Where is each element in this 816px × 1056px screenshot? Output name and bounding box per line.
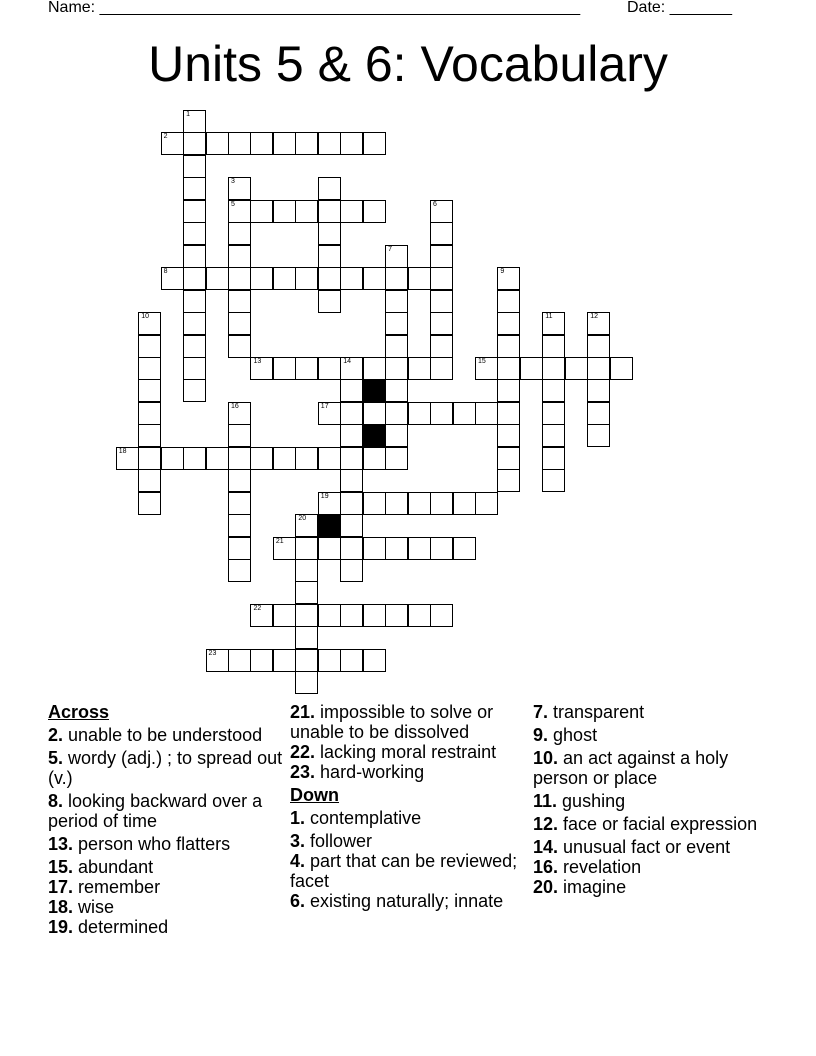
- crossword-cell[interactable]: [228, 290, 251, 313]
- crossword-cell[interactable]: [542, 402, 565, 425]
- crossword-cell[interactable]: [273, 132, 296, 155]
- clue-number: 13: [253, 357, 262, 365]
- crossword-cell[interactable]: [273, 537, 296, 560]
- crossword-cell[interactable]: [430, 537, 453, 560]
- crossword-cell[interactable]: [340, 514, 363, 537]
- crossword-cell[interactable]: [138, 357, 161, 380]
- crossword-cell[interactable]: [497, 290, 520, 313]
- crossword-cell[interactable]: [295, 581, 318, 604]
- clue-down-20: 20. imagine: [533, 877, 627, 897]
- crossword-cell[interactable]: [206, 447, 229, 470]
- crossword-cell[interactable]: [363, 357, 386, 380]
- crossword-cell[interactable]: [587, 379, 610, 402]
- crossword-cell[interactable]: [385, 492, 408, 515]
- clue-across-21: 21. impossible to solve or unable to be dissolved: [290, 702, 494, 742]
- crossword-cell[interactable]: [250, 132, 273, 155]
- crossword-cell[interactable]: [542, 357, 565, 380]
- crossword-cell[interactable]: [183, 267, 206, 290]
- crossword-cell[interactable]: [318, 402, 341, 425]
- crossword-cell[interactable]: [318, 245, 341, 268]
- crossword-cell[interactable]: [318, 222, 341, 245]
- clue-column-3: [533, 702, 773, 900]
- crossword-cell[interactable]: [138, 312, 161, 335]
- crossword-cell[interactable]: [318, 290, 341, 313]
- crossword-cell[interactable]: [587, 357, 610, 380]
- crossword-cell[interactable]: [363, 132, 386, 155]
- crossword-cell[interactable]: [295, 604, 318, 627]
- crossword-cell[interactable]: [295, 671, 318, 694]
- crossword-cell[interactable]: [340, 267, 363, 290]
- crossword-cell[interactable]: [228, 424, 251, 447]
- name-line: Name: ______________________________________________________: [48, 0, 581, 16]
- crossword-cell[interactable]: [385, 537, 408, 560]
- clue-number: 9: [500, 268, 505, 276]
- clue-down-1: 1. contemplative: [290, 808, 422, 828]
- crossword-cell[interactable]: [228, 537, 251, 560]
- clue-number: 18: [118, 447, 127, 455]
- crossword-cell[interactable]: [228, 492, 251, 515]
- crossword-cell[interactable]: [206, 267, 229, 290]
- crossword-cell[interactable]: [228, 335, 251, 358]
- crossword-cell[interactable]: [183, 312, 206, 335]
- crossword-cell[interactable]: [228, 447, 251, 470]
- clue-number: 20: [298, 515, 307, 523]
- crossword-cell[interactable]: [340, 200, 363, 223]
- crossword-cell[interactable]: [363, 267, 386, 290]
- crossword-cell[interactable]: [340, 357, 363, 380]
- clue-number: 11: [545, 313, 553, 321]
- clue-across-13: 13. person who flatters: [48, 834, 231, 854]
- crossword-cell[interactable]: [295, 537, 318, 560]
- crossword-cell[interactable]: [363, 604, 386, 627]
- crossword-cell[interactable]: [430, 200, 453, 223]
- crossword-cell[interactable]: [497, 357, 520, 380]
- crossword-cell[interactable]: [183, 335, 206, 358]
- crossword-cell[interactable]: [542, 469, 565, 492]
- crossword-cell[interactable]: [408, 537, 431, 560]
- crossword-cell[interactable]: [228, 245, 251, 268]
- clue-number: 6: [433, 200, 437, 208]
- crossword-cell[interactable]: [385, 424, 408, 447]
- crossword-cell[interactable]: [138, 335, 161, 358]
- crossword-cell[interactable]: [385, 290, 408, 313]
- crossword-cell[interactable]: [250, 447, 273, 470]
- crossword-cell[interactable]: [295, 200, 318, 223]
- crossword-cell[interactable]: [385, 604, 408, 627]
- crossword-cell[interactable]: [318, 537, 341, 560]
- clue-across-2: 2. unable to be understood: [48, 725, 263, 745]
- crossword-cell[interactable]: [228, 267, 251, 290]
- crossword-cell[interactable]: [340, 604, 363, 627]
- worksheet-title: Units 5 & 6: Vocabulary: [148, 36, 668, 92]
- across-heading: Across: [48, 702, 110, 722]
- clue-down-14: 14. unusual fact or event: [533, 837, 731, 857]
- crossword-cell[interactable]: [183, 177, 206, 200]
- crossword-cell[interactable]: [183, 110, 206, 133]
- crossword-cell[interactable]: [318, 604, 341, 627]
- crossword-cell[interactable]: [228, 222, 251, 245]
- clue-across-18: 18. wise: [48, 897, 115, 917]
- clue-number: 23: [208, 649, 217, 657]
- clue-number: 14: [343, 357, 352, 365]
- crossword-cell[interactable]: [116, 447, 139, 470]
- clue-number: 7: [388, 245, 393, 253]
- crossword-cell[interactable]: [610, 357, 633, 380]
- clue-down-7: 7. transparent: [533, 702, 645, 722]
- crossword-cell[interactable]: [497, 447, 520, 470]
- crossword-cell[interactable]: [318, 649, 341, 672]
- clue-across-15: 15. abundant: [48, 857, 154, 877]
- crossword-cell[interactable]: [161, 447, 184, 470]
- crossword-cell[interactable]: [363, 649, 386, 672]
- clue-number: 5: [231, 200, 235, 208]
- crossword-cell[interactable]: [340, 424, 363, 447]
- crossword-cell[interactable]: [408, 604, 431, 627]
- crossword-cell[interactable]: [250, 267, 273, 290]
- crossword-cell[interactable]: [273, 200, 296, 223]
- crossword-cell[interactable]: [138, 424, 161, 447]
- crossword-cell[interactable]: [587, 402, 610, 425]
- crossword-cell[interactable]: [340, 132, 363, 155]
- clue-down-3: 3. follower: [290, 831, 373, 851]
- crossword-cell[interactable]: [161, 132, 184, 155]
- clue-across-19: 19. determined: [48, 917, 169, 937]
- crossword-cell[interactable]: [453, 402, 476, 425]
- crossword-cell[interactable]: [183, 379, 206, 402]
- crossword-cell[interactable]: [273, 649, 296, 672]
- crossword-black-cell: [363, 424, 386, 447]
- crossword-cell[interactable]: [183, 132, 206, 155]
- crossword-cell[interactable]: [385, 379, 408, 402]
- clue-down-4: 4. part that can be reviewed; facet: [290, 851, 518, 891]
- clue-number: 12: [590, 313, 598, 321]
- crossword-cell[interactable]: [363, 537, 386, 560]
- crossword-cell[interactable]: [430, 290, 453, 313]
- crossword-cell[interactable]: [497, 379, 520, 402]
- crossword-cell[interactable]: [408, 402, 431, 425]
- crossword-cell[interactable]: [138, 379, 161, 402]
- crossword-cell[interactable]: [295, 357, 318, 380]
- crossword-cell[interactable]: [318, 177, 341, 200]
- crossword-cell[interactable]: [385, 245, 408, 268]
- crossword-cell[interactable]: [385, 402, 408, 425]
- clue-number: 21: [275, 537, 284, 545]
- crossword-cell[interactable]: [228, 132, 251, 155]
- crossword-cell[interactable]: [497, 267, 520, 290]
- crossword-cell[interactable]: [542, 447, 565, 470]
- clue-down-6: 6. existing naturally; innate: [290, 891, 504, 911]
- crossword-cell[interactable]: [520, 357, 543, 380]
- crossword-cell[interactable]: [273, 357, 296, 380]
- crossword-black-cell: [318, 514, 341, 537]
- clue-down-10: 10. an act against a holy person or place: [533, 748, 729, 788]
- crossword-cell[interactable]: [318, 132, 341, 155]
- crossword-cell[interactable]: [363, 492, 386, 515]
- crossword-cell[interactable]: [138, 402, 161, 425]
- crossword-cell[interactable]: [542, 379, 565, 402]
- crossword-cell[interactable]: [273, 604, 296, 627]
- crossword-cell[interactable]: [250, 604, 273, 627]
- crossword-cell[interactable]: [497, 312, 520, 335]
- crossword-cell[interactable]: [363, 447, 386, 470]
- crossword-cell[interactable]: [475, 492, 498, 515]
- clue-column-1: [48, 702, 288, 940]
- crossword-cell[interactable]: [295, 649, 318, 672]
- crossword-cell[interactable]: [542, 312, 565, 335]
- crossword-cell[interactable]: [340, 559, 363, 582]
- crossword-cell[interactable]: [430, 357, 453, 380]
- crossword-cell[interactable]: [385, 357, 408, 380]
- clue-number: 15: [477, 357, 486, 365]
- clue-number: 17: [320, 402, 329, 410]
- crossword-cell[interactable]: [430, 492, 453, 515]
- crossword-cell[interactable]: [273, 267, 296, 290]
- crossword-cell[interactable]: [318, 492, 341, 515]
- crossword-cell[interactable]: [430, 604, 453, 627]
- crossword-cell[interactable]: [228, 649, 251, 672]
- crossword-cell[interactable]: [138, 447, 161, 470]
- crossword-cell[interactable]: [385, 335, 408, 358]
- clue-number: 3: [231, 178, 235, 186]
- crossword-cell[interactable]: [385, 267, 408, 290]
- crossword-cell[interactable]: [587, 312, 610, 335]
- crossword-cell[interactable]: [340, 649, 363, 672]
- crossword-cell[interactable]: [228, 469, 251, 492]
- crossword-cell[interactable]: [273, 447, 296, 470]
- crossword-cell[interactable]: [542, 424, 565, 447]
- crossword-cell[interactable]: [228, 514, 251, 537]
- crossword-cell[interactable]: [408, 267, 431, 290]
- crossword-cell[interactable]: [318, 357, 341, 380]
- clue-number: 19: [320, 492, 329, 500]
- crossword-cell[interactable]: [385, 312, 408, 335]
- crossword-cell[interactable]: [408, 492, 431, 515]
- clue-across-22: 22. lacking moral restraint: [290, 742, 497, 762]
- crossword-cell[interactable]: [430, 402, 453, 425]
- clue-column-2: [290, 702, 530, 914]
- crossword-cell[interactable]: [250, 357, 273, 380]
- crossword-cell[interactable]: [340, 537, 363, 560]
- down-heading: Down: [290, 785, 339, 805]
- crossword-cell[interactable]: [587, 424, 610, 447]
- crossword-cell[interactable]: [340, 379, 363, 402]
- crossword-cell[interactable]: [228, 312, 251, 335]
- crossword-cell[interactable]: [295, 267, 318, 290]
- crossword-cell[interactable]: [295, 559, 318, 582]
- crossword-cell[interactable]: [587, 335, 610, 358]
- crossword-cell[interactable]: [430, 335, 453, 358]
- clue-number: 1: [186, 111, 190, 118]
- crossword-cell[interactable]: [340, 402, 363, 425]
- crossword-cell[interactable]: [295, 447, 318, 470]
- crossword-cell[interactable]: [408, 357, 431, 380]
- crossword-cell[interactable]: [250, 649, 273, 672]
- crossword-cell[interactable]: [161, 267, 184, 290]
- clue-down-11: 11. gushing: [533, 791, 626, 811]
- crossword-cell[interactable]: [340, 492, 363, 515]
- crossword-cell[interactable]: [363, 402, 386, 425]
- clue-across-23: 23. hard-working: [290, 762, 425, 782]
- crossword-cell[interactable]: [183, 200, 206, 223]
- clue-number: 2: [163, 133, 168, 141]
- crossword-cell[interactable]: [430, 267, 453, 290]
- crossword-cell[interactable]: [497, 469, 520, 492]
- clue-across-5: 5. wordy (adj.) ; to spread out (v.): [48, 748, 283, 788]
- crossword-cell[interactable]: [475, 357, 498, 380]
- clue-down-12: 12. face or facial expression: [533, 814, 758, 834]
- crossword-cell[interactable]: [340, 469, 363, 492]
- crossword-cell[interactable]: [183, 222, 206, 245]
- crossword-cell[interactable]: [138, 469, 161, 492]
- clue-number: 8: [163, 268, 168, 276]
- crossword-cell[interactable]: [453, 492, 476, 515]
- crossword-cell[interactable]: [340, 447, 363, 470]
- clue-number: 10: [141, 313, 149, 321]
- crossword-cell[interactable]: [385, 447, 408, 470]
- crossword-cell[interactable]: [295, 132, 318, 155]
- crossword-cell[interactable]: [228, 559, 251, 582]
- crossword-cell[interactable]: [183, 447, 206, 470]
- crossword-cell[interactable]: [497, 335, 520, 358]
- crossword-cell[interactable]: [250, 200, 273, 223]
- clue-down-16: 16. revelation: [533, 857, 642, 877]
- crossword-cell[interactable]: [430, 222, 453, 245]
- crossword-black-cell: [363, 379, 386, 402]
- crossword-cell[interactable]: [318, 267, 341, 290]
- crossword-cell[interactable]: [228, 177, 251, 200]
- crossword-cell[interactable]: [430, 245, 453, 268]
- crossword-cell[interactable]: [228, 200, 251, 223]
- crossword-cell[interactable]: [318, 200, 341, 223]
- crossword-cell[interactable]: [183, 357, 206, 380]
- crossword-cell[interactable]: [183, 155, 206, 178]
- crossword-cell[interactable]: [295, 626, 318, 649]
- crossword-cell[interactable]: [453, 537, 476, 560]
- clue-across-8: 8. looking backward over a period of time: [48, 791, 263, 831]
- clue-down-9: 9. ghost: [533, 725, 598, 745]
- crossword-cell[interactable]: [318, 447, 341, 470]
- crossword-cell[interactable]: [430, 312, 453, 335]
- clue-number: 22: [253, 604, 262, 612]
- crossword-cell[interactable]: [295, 514, 318, 537]
- clue-across-17: 17. remember: [48, 877, 161, 897]
- crossword-cell[interactable]: [363, 200, 386, 223]
- crossword-cell[interactable]: [206, 649, 229, 672]
- crossword-cell[interactable]: [565, 357, 588, 380]
- crossword-cell[interactable]: [475, 402, 498, 425]
- date-line: Date: _______: [627, 0, 732, 16]
- clue-number: 16: [231, 402, 239, 410]
- crossword-cell[interactable]: [206, 132, 229, 155]
- crossword-cell[interactable]: [542, 335, 565, 358]
- crossword-cell[interactable]: [497, 402, 520, 425]
- crossword-cell[interactable]: [228, 402, 251, 425]
- crossword-cell[interactable]: [183, 290, 206, 313]
- crossword-cell[interactable]: [183, 245, 206, 268]
- crossword-cell[interactable]: [497, 424, 520, 447]
- crossword-cell[interactable]: [138, 492, 161, 515]
